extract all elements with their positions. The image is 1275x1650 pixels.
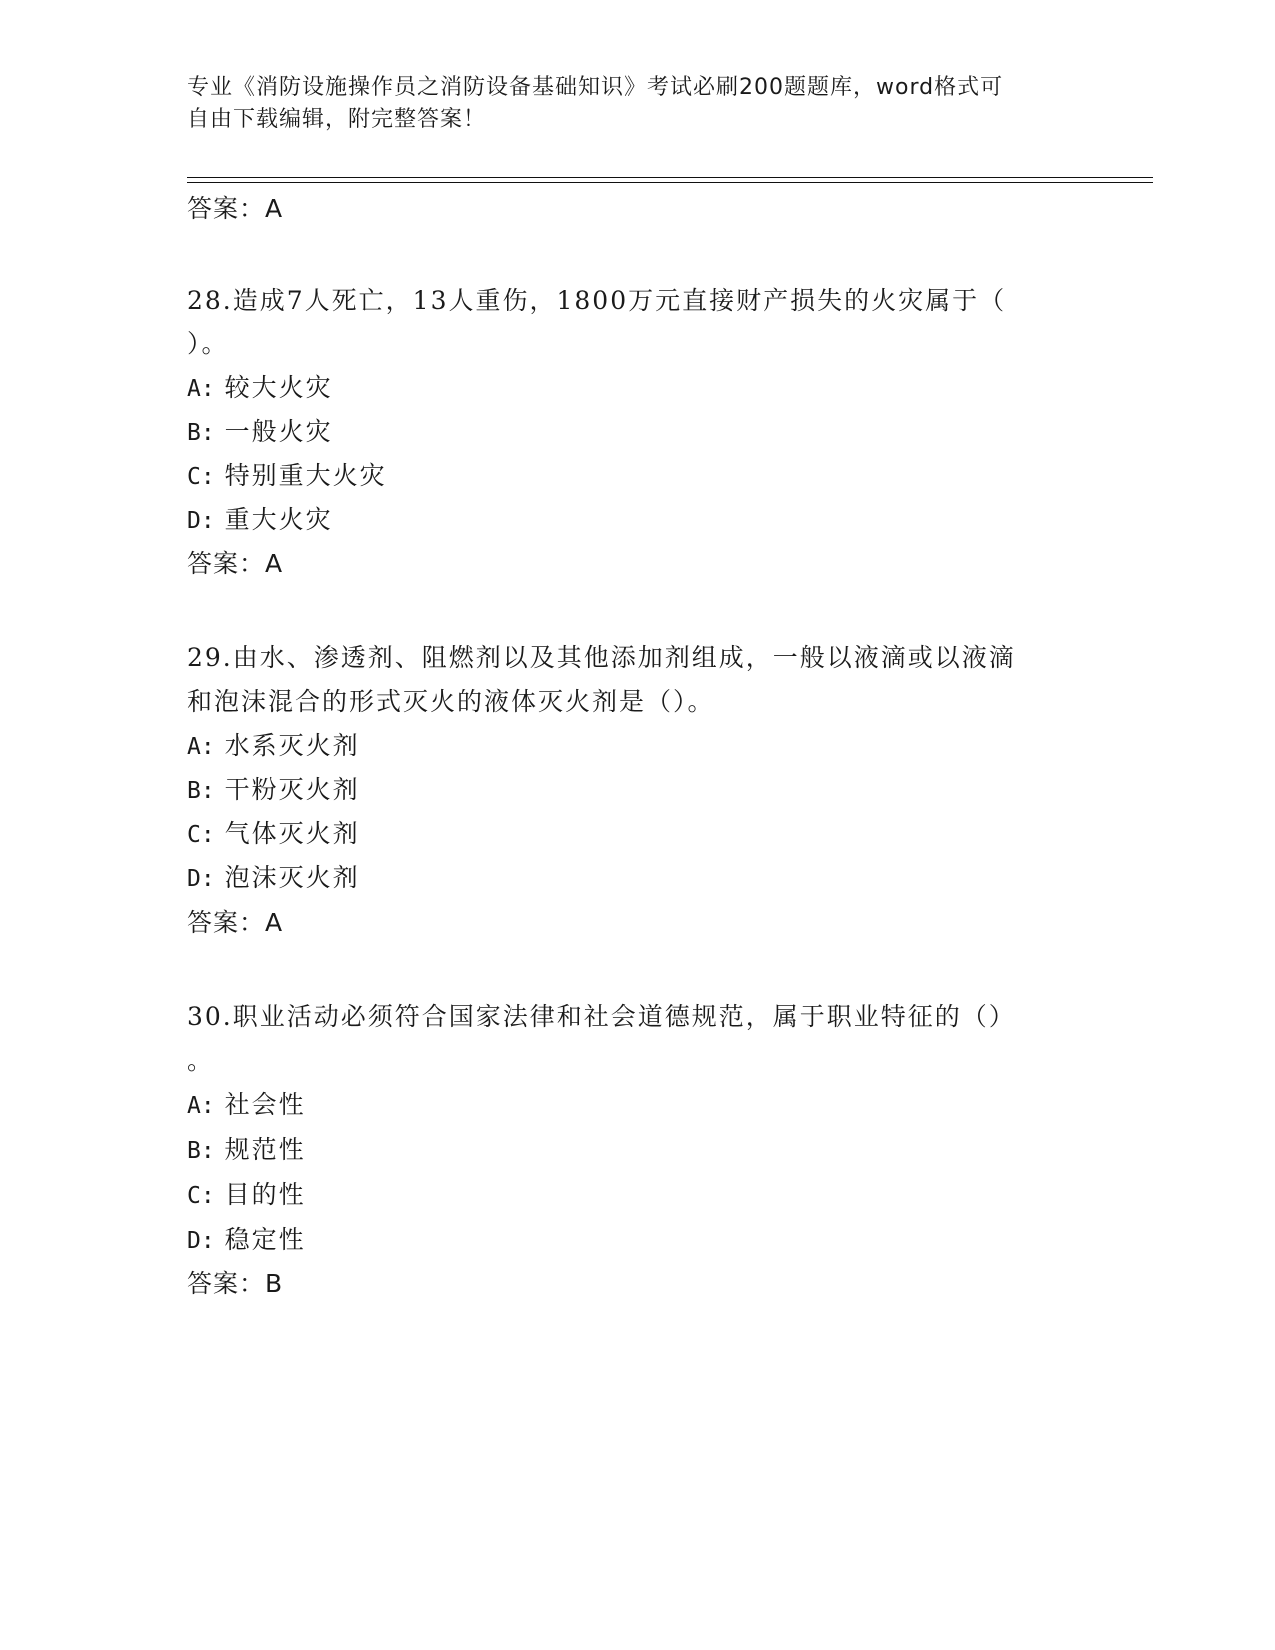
- question-30-line-2: 。: [187, 1046, 215, 1075]
- option-key: D:: [187, 866, 215, 892]
- header-rule-top: [187, 177, 1153, 178]
- option-text: 一般火灾: [224, 417, 333, 446]
- option-text: 规范性: [224, 1135, 306, 1164]
- question-30-answer: 答案：B: [187, 1269, 284, 1298]
- header-rule-bottom: [187, 182, 1153, 183]
- option-key: C:: [187, 464, 215, 490]
- document-header: [187, 72, 1087, 136]
- option-text: 干粉灭火剂: [224, 775, 360, 804]
- option-key: B:: [187, 1138, 215, 1164]
- option-text: 气体灭火剂: [224, 819, 360, 848]
- question-28-option-c: [187, 461, 387, 492]
- option-key: C:: [187, 822, 215, 848]
- previous-answer: 答案：A: [187, 194, 284, 223]
- header-line-1: 专业《消防设施操作员之消防设备基础知识》考试必刷200题题库，word格式可: [187, 75, 1004, 100]
- question-28-option-a: [187, 373, 333, 404]
- question-28-option-b: [187, 417, 333, 448]
- question-28-option-d: [187, 505, 333, 536]
- question-29-option-d: [187, 863, 360, 894]
- question-30-option-a: [187, 1090, 306, 1121]
- option-text: 特别重大火灾: [224, 461, 387, 490]
- option-key: D:: [187, 508, 215, 534]
- question-29-option-c: [187, 819, 360, 850]
- question-28-line-2: ）。: [187, 329, 229, 358]
- option-key: B:: [187, 778, 215, 804]
- question-28-line-1: 28.造成7人死亡，13人重伤，1800万元直接财产损失的火灾属于（: [187, 286, 1007, 315]
- option-key: A:: [187, 1093, 215, 1119]
- question-30-line-1: 30.职业活动必须符合国家法律和社会道德规范，属于职业特征的（）: [187, 1002, 1016, 1031]
- question-29-line-2: 和泡沫混合的形式灭火的液体灭火剂是（）。: [187, 687, 715, 716]
- option-text: 泡沫灭火剂: [224, 863, 360, 892]
- option-key: B:: [187, 420, 215, 446]
- question-29-option-b: [187, 775, 360, 806]
- option-key: A:: [187, 734, 215, 760]
- question-29-line-1: 29.由水、渗透剂、阻燃剂以及其他添加剂组成，一般以液滴或以液滴: [187, 643, 1016, 672]
- question-29-option-a: [187, 731, 360, 762]
- option-key: D:: [187, 1228, 215, 1254]
- option-key: A:: [187, 376, 215, 402]
- question-30-option-d: [187, 1225, 306, 1256]
- question-30-option-b: [187, 1135, 306, 1166]
- option-text: 水系灭火剂: [224, 731, 360, 760]
- option-text: 目的性: [224, 1180, 306, 1209]
- header-line-2: 自由下载编辑，附完整答案！: [187, 107, 487, 132]
- question-29-answer: 答案：A: [187, 908, 284, 937]
- question-28-answer: 答案：A: [187, 549, 284, 578]
- option-key: C:: [187, 1183, 215, 1209]
- option-text: 较大火灾: [224, 373, 333, 402]
- option-text: 重大火灾: [224, 505, 333, 534]
- option-text: 稳定性: [224, 1225, 306, 1254]
- option-text: 社会性: [224, 1090, 306, 1119]
- question-30-option-c: [187, 1180, 306, 1211]
